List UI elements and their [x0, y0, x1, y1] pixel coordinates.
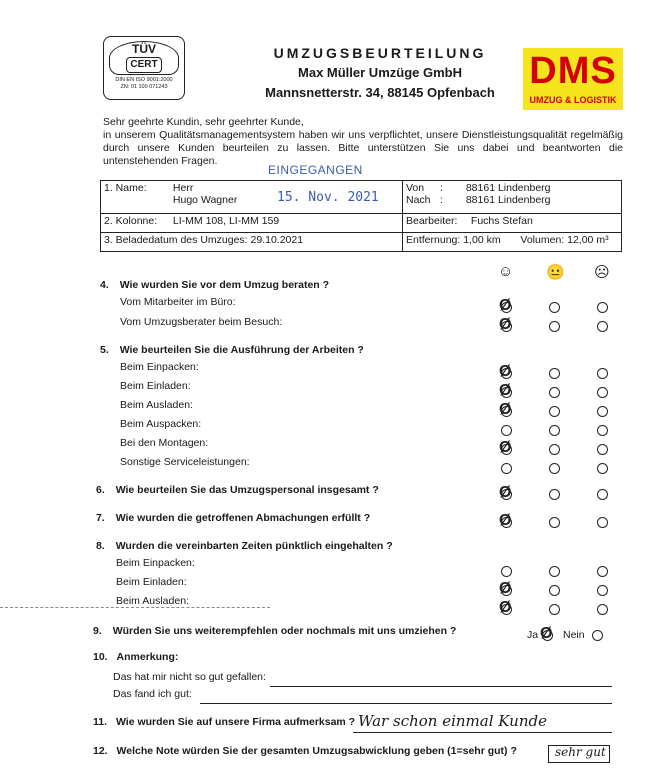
q5-other-option-1-radio[interactable] — [501, 463, 512, 474]
to-value: 88161 Lindenberg — [465, 194, 551, 206]
tuv-cert-label: CERT — [126, 57, 161, 73]
salutation: Herr — [172, 182, 194, 194]
question-5-text: Wie beurteilen Sie die Ausführung der Arbeiten ? — [119, 344, 364, 356]
q5-item-other: Sonstige Serviceleistungen: — [120, 456, 250, 468]
company-address: Mannsnetterstr. 34, 88145 Opfenbach — [265, 85, 495, 100]
question-10-number: 10. — [93, 651, 108, 663]
dms-logo-subtitle: UMZUG & LOGISTIK — [529, 95, 617, 105]
q6-check-mark: Ø — [499, 484, 512, 501]
dms-logo — [523, 48, 623, 110]
q8-unloading-option-2-radio[interactable] — [549, 604, 560, 615]
q5-packing-option-3-radio[interactable] — [597, 368, 608, 379]
q8-packing-option-2-radio[interactable] — [549, 566, 560, 577]
question-11 — [93, 716, 355, 728]
q9-yes-label: Ja — [527, 629, 539, 641]
q10-liked-line — [200, 703, 612, 704]
q5-unloading-option-2-radio[interactable] — [549, 406, 560, 417]
q5-item-assembly: Bei den Montagen: — [120, 437, 209, 449]
from-label: Von — [406, 182, 425, 194]
distance-label: Entfernung: — [406, 234, 461, 246]
question-5 — [100, 344, 364, 356]
question-6-text: Wie beurteilen Sie das Umzugspersonal insgesamt ? — [115, 484, 379, 496]
sad-face-icon: ☹ — [594, 264, 610, 281]
q11-answer: War schon einmal Kunde — [358, 712, 547, 730]
intro-paragraph: in unserem Qualitätsmanagementsystem haben wir uns verpflichtet, unsere Dienstleistungsqualität regelmäßig durch unsere Kunden beurteilen zu lassen. Bitte unterstützen Sie uns dabei und beantworten die untenstehenden Fragen. — [103, 129, 623, 167]
question-6 — [96, 484, 379, 496]
q5-packing-check-mark: Ø — [499, 363, 512, 380]
question-8-text: Wurden die vereinbarten Zeiten pünktlich eingehalten ? — [115, 540, 393, 552]
q9-no-radio[interactable] — [592, 630, 603, 641]
q4-visit-option-2-radio[interactable] — [549, 321, 560, 332]
question-4-text: Wie wurden Sie vor dem Umzug beraten ? — [119, 279, 330, 291]
q8-loading-option-2-radio[interactable] — [549, 585, 560, 596]
q12-answer-box — [548, 745, 610, 763]
q7-check-mark: Ø — [499, 512, 512, 529]
tuv-line1: DIN EN ISO 9001:2000 — [115, 77, 173, 83]
q12-answer: sehr gut — [555, 745, 606, 759]
order-info-table: 1. Name: Herr Hugo Wagner Von : 88161 Lindenberg Nach : 88161 Lindenberg 2. Kolonne: LI-MM 108, LI-MM 159 Bearbeiter: Fuchs Stefan 3. Beladedatum des Umzuges: 29.10.2021 Entfernung: 1,00 km Volumen: 12,00 m³ — [100, 180, 622, 252]
question-8-number: 8. — [96, 540, 105, 552]
q11-answer-line — [353, 732, 612, 733]
question-8 — [96, 540, 393, 552]
question-6-number: 6. — [96, 484, 105, 496]
q8-loading-check-mark: Ø — [499, 580, 512, 597]
crew-label: 2. Kolonne: — [104, 215, 158, 227]
q8-loading-option-3-radio[interactable] — [597, 585, 608, 596]
greeting: Sehr geehrte Kundin, sehr geehrter Kunde, — [103, 116, 304, 128]
q8-item-unloading: Beim Ausladen: — [116, 595, 189, 607]
q8-packing-option-3-radio[interactable] — [597, 566, 608, 577]
to-label: Nach — [406, 194, 431, 206]
q5-assembly-check-mark: Ø — [499, 439, 512, 456]
question-7 — [96, 512, 370, 524]
distance-value: 1,00 km — [463, 234, 501, 246]
q4-visit-option-3-radio[interactable] — [597, 321, 608, 332]
q8-item-loading: Beim Einladen: — [116, 576, 187, 588]
received-date-stamp: 15. Nov. 2021 — [277, 190, 379, 205]
handler-label: Bearbeiter: — [406, 215, 458, 227]
q10-disliked-line — [270, 686, 612, 687]
loading-date-value: 29.10.2021 — [250, 234, 304, 246]
neutral-face-icon: 😐 — [546, 264, 565, 281]
q6-option-2-radio[interactable] — [549, 489, 560, 500]
q4-office-option-2-radio[interactable] — [549, 302, 560, 313]
question-9 — [93, 625, 456, 637]
q5-item-loading: Beim Einladen: — [120, 380, 191, 392]
question-9-number: 9. — [93, 625, 102, 637]
q5-packing-option-2-radio[interactable] — [549, 368, 560, 379]
question-5-number: 5. — [100, 344, 109, 356]
question-4 — [100, 279, 329, 291]
q9-yes-check-mark: Ø — [540, 625, 553, 642]
happy-face-icon: ☺ — [498, 263, 514, 280]
question-12-number: 12. — [93, 745, 108, 757]
q7-option-2-radio[interactable] — [549, 517, 560, 528]
handler-value: Fuchs Stefan — [470, 215, 533, 227]
q4-visit-check-mark: Ø — [499, 316, 512, 333]
q4-item-visit: Vom Umzugsberater beim Besuch: — [120, 316, 283, 328]
loading-date-label: 3. Beladedatum des Umzuges: — [104, 234, 248, 246]
question-11-number: 11. — [93, 716, 108, 728]
form-title: UMZUGSBEURTEILUNG — [273, 45, 487, 61]
question-12 — [93, 745, 517, 757]
q5-unpacking-option-1-radio[interactable] — [501, 425, 512, 436]
q5-loading-option-3-radio[interactable] — [597, 387, 608, 398]
dms-logo-text: DMS — [529, 50, 617, 92]
scan-artifact-line — [0, 607, 270, 608]
q8-item-packing: Beim Einpacken: — [116, 557, 195, 569]
q4-office-check-mark: Ø — [499, 297, 512, 314]
q5-loading-check-mark: Ø — [499, 382, 512, 399]
q5-assembly-option-3-radio[interactable] — [597, 444, 608, 455]
company-name: Max Müller Umzüge GmbH — [298, 65, 462, 80]
received-stamp: EINGEGANGEN — [268, 163, 363, 177]
q5-item-unloading: Beim Ausladen: — [120, 399, 193, 411]
q5-assembly-option-2-radio[interactable] — [549, 444, 560, 455]
tuv-cert-text — [104, 77, 184, 91]
name-label: 1. Name: — [104, 182, 147, 194]
q4-item-office: Vom Mitarbeiter im Büro: — [120, 296, 236, 308]
q5-other-option-2-radio[interactable] — [549, 463, 560, 474]
tuv-brand: TÜV — [132, 42, 156, 56]
q5-unloading-check-mark: Ø — [499, 401, 512, 418]
q7-option-3-radio[interactable] — [597, 517, 608, 528]
q5-unpacking-option-2-radio[interactable] — [549, 425, 560, 436]
q8-unloading-check-mark: Ø — [499, 599, 512, 616]
question-12-text: Welche Note würden Sie der gesamten Umzugsabwicklung geben (1=sehr gut) ? — [116, 745, 517, 757]
question-4-number: 4. — [100, 279, 109, 291]
q5-other-option-3-radio[interactable] — [597, 463, 608, 474]
tuv-cert-logo — [103, 36, 185, 100]
q9-no-label: Nein — [563, 629, 585, 641]
q5-unpacking-option-3-radio[interactable] — [597, 425, 608, 436]
q8-unloading-option-3-radio[interactable] — [597, 604, 608, 615]
question-7-number: 7. — [96, 512, 105, 524]
question-10-text: Anmerkung: — [116, 651, 179, 663]
q5-item-unpacking: Beim Auspacken: — [120, 418, 202, 430]
volume-value: 12,00 m³ — [567, 234, 609, 246]
tuv-line2: ZN: 01 100 071243 — [120, 84, 168, 90]
question-11-text: Wie wurden Sie auf unsere Firma aufmerksam ? — [115, 716, 356, 728]
q10-item-liked: Das fand ich gut: — [113, 688, 192, 700]
q8-packing-option-1-radio[interactable] — [501, 566, 512, 577]
question-9-text: Würden Sie uns weiterempfehlen oder nochmals mit uns umziehen ? — [112, 625, 457, 637]
volume-label: Volumen: — [520, 234, 565, 246]
q6-option-3-radio[interactable] — [597, 489, 608, 500]
tuv-seal — [109, 41, 179, 75]
q5-loading-option-2-radio[interactable] — [549, 387, 560, 398]
q5-unloading-option-3-radio[interactable] — [597, 406, 608, 417]
customer-name: Hugo Wagner — [172, 194, 238, 206]
q10-item-disliked: Das hat mir nicht so gut gefallen: — [113, 671, 266, 683]
crew-value: LI-MM 108, LI-MM 159 — [172, 215, 280, 227]
q4-office-option-3-radio[interactable] — [597, 302, 608, 313]
question-7-text: Wie wurden die getroffenen Abmachungen erfüllt ? — [115, 512, 371, 524]
question-10 — [93, 651, 178, 663]
intro-text — [103, 116, 623, 168]
q5-item-packing: Beim Einpacken: — [120, 361, 199, 373]
from-value: 88161 Lindenberg — [465, 182, 551, 194]
